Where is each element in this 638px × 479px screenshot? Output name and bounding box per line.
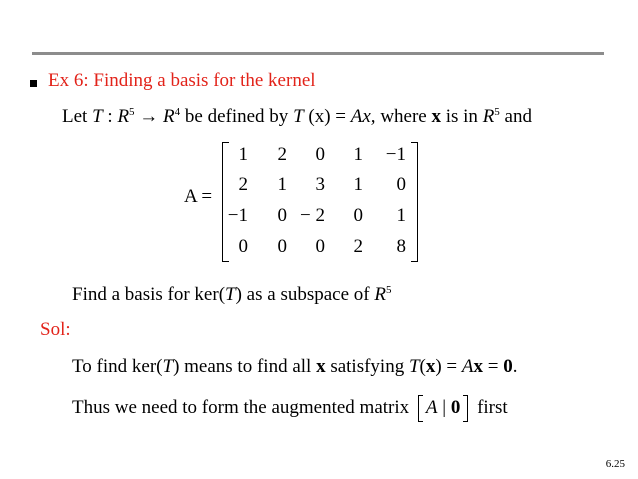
matrix-cell: 1 [353, 144, 363, 165]
matrix-cell: 0 [315, 144, 325, 165]
matrix-cell: 8 [396, 236, 406, 257]
augmented-matrix-line: Thus we need to form the augmented matrix A | 0 first [72, 397, 508, 418]
matrix-label: A = [184, 186, 213, 207]
find-basis-text: Find a basis for ker(T) as a subspace of $R^5$ [72, 284, 392, 305]
kernel-definition-line: To find ker(T) means to find all x satisfying T(x) = Ax = 0. [72, 356, 518, 377]
matrix-cell: 0 [277, 205, 287, 226]
matrix-cell: −1 [385, 144, 406, 165]
right-bracket [411, 142, 418, 262]
matrix-cell: − 2 [300, 205, 325, 226]
intro-line: Let T : $R^5 \to R^4$ be defined by T (x) = Ax, where x is in $R^5$ and [62, 106, 532, 127]
matrix-cell: 1 [396, 205, 406, 226]
matrix-cell: 2 [277, 144, 287, 165]
matrix-cell: 0 [238, 236, 248, 257]
matrix-cell: 0 [353, 205, 363, 226]
matrix-a [222, 138, 418, 264]
slide-heading: Ex 6: Finding a basis for the kernel [48, 70, 316, 91]
page-number: 6.25 [605, 458, 625, 470]
matrix-cell: 0 [277, 236, 287, 257]
matrix-cell: 1 [353, 174, 363, 195]
sol-label: Sol: [40, 319, 71, 340]
matrix-cell: 2 [353, 236, 363, 257]
bullet-square-icon [30, 80, 37, 87]
augmented-matrix: A | 0 [418, 397, 468, 419]
top-rule [32, 52, 604, 55]
matrix-cell: 0 [396, 174, 406, 195]
matrix-cell: −1 [227, 205, 248, 226]
matrix-cell: 1 [238, 144, 248, 165]
matrix-cell: 2 [238, 174, 248, 195]
matrix-cell: 3 [315, 174, 325, 195]
matrix-cell: 0 [315, 236, 325, 257]
matrix-cell: 1 [277, 174, 287, 195]
